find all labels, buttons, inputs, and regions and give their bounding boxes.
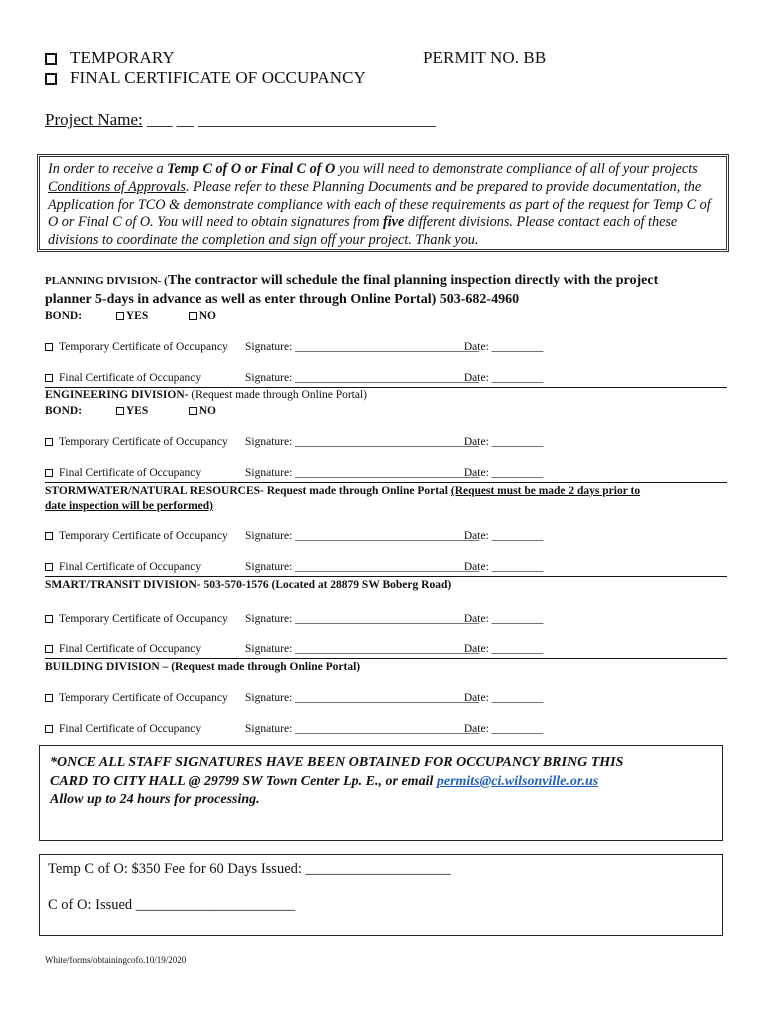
engineering-fco-checkbox[interactable] — [45, 469, 53, 477]
final-co-label: FINAL CERTIFICATE OF OCCUPANCY — [70, 68, 366, 87]
date-line[interactable]: Date: _________ — [463, 467, 544, 479]
fco-label: Final Certificate of Occupancy — [59, 723, 202, 735]
date-line[interactable]: Date: _________ — [463, 372, 544, 384]
smart-fco-row[interactable] — [45, 643, 543, 655]
planning-title-line2: planner 5-days in advance as well as enter through Online Portal) 503-682-4960 — [45, 292, 520, 307]
stormwater-note-line2-text: date inspection will be performed) — [45, 500, 214, 512]
temporary-checkbox[interactable] — [45, 53, 57, 65]
fco-label: Final Certificate of Occupancy — [59, 643, 202, 655]
intro-text: different divisions. Please contact each of these divisions to coordinate the completion and sign off your project. Thank you. — [48, 214, 678, 249]
bond-label: BOND: — [45, 405, 83, 417]
intro-bold: five — [383, 214, 405, 231]
intro-text: In order to receive a — [48, 161, 168, 177]
footer-form-id: White/forms/obtainingcofo.10/19/2020 — [45, 955, 187, 965]
intro-box — [37, 154, 729, 252]
engineering-fco-row[interactable] — [45, 467, 543, 479]
fee-box — [39, 854, 723, 936]
bond-yes-checkbox[interactable] — [116, 407, 124, 415]
co-issued[interactable]: C of O: Issued ______________________ — [48, 897, 296, 913]
intro-bold: Temp C of O or Final C of O — [167, 161, 336, 177]
planning-tco-row[interactable] — [45, 341, 543, 353]
smart-division-title: SMART/TRANSIT DIVISION- 503-570-1576 (Located at 28879 SW Boberg Road) — [45, 579, 452, 591]
planning-fco-row[interactable] — [45, 372, 543, 384]
date-line[interactable]: Date: _________ — [463, 692, 544, 704]
intro-text: . Please refer to these Planning Documents and be prepared to provide documentation, the Application for TCO & demonstrate compliance with each of these requirements as part of the request for Temp C of O or Final C of O. You will need to obtain signatures from — [48, 178, 711, 231]
bond-no-label: NO — [198, 405, 216, 417]
smart-tco-checkbox[interactable] — [45, 615, 53, 623]
planning-division-title — [45, 273, 658, 289]
project-name-label: Project Name: — [45, 110, 143, 129]
signature-line[interactable]: Signature: ________________________________ — [245, 530, 480, 542]
building-fco-row[interactable] — [45, 723, 543, 735]
engineering-tco-row[interactable] — [45, 436, 543, 448]
stormwater-note: (Request must be made 2 days prior to — [450, 485, 641, 497]
planning-title-large: The contractor will schedule the final planning inspection directly with the project — [167, 273, 659, 288]
tco-label: Temporary Certificate of Occupancy — [59, 692, 228, 704]
signature-line[interactable]: Signature: ________________________________ — [245, 341, 480, 353]
fco-label: Final Certificate of Occupancy — [59, 467, 202, 479]
stormwater-title: STORMWATER/NATURAL RESOURCES- Request made through Online Portal — [45, 485, 451, 497]
building-tco-checkbox[interactable] — [45, 694, 53, 702]
building-tco-row[interactable] — [45, 692, 543, 704]
planning-tco-checkbox[interactable] — [45, 343, 53, 351]
engineering-title: ENGINEERING DIVISION- — [45, 389, 189, 401]
tco-label: Temporary Certificate of Occupancy — [59, 613, 228, 625]
bond-no-label: NO — [198, 310, 216, 322]
planning-fco-checkbox[interactable] — [45, 374, 53, 382]
smart-tco-row[interactable] — [45, 613, 543, 625]
section-divider — [45, 576, 727, 577]
date-line[interactable]: Date: _________ — [463, 530, 544, 542]
signature-line[interactable]: Signature: ________________________________ — [245, 561, 480, 573]
stormwater-division-title — [45, 485, 640, 497]
bond-no-checkbox[interactable] — [189, 312, 197, 320]
final-co-option[interactable] — [45, 68, 366, 88]
notice-line2 — [50, 773, 712, 792]
tco-label: Temporary Certificate of Occupancy — [59, 530, 228, 542]
stormwater-note-line2 — [45, 500, 213, 512]
section-divider — [45, 387, 727, 388]
notice-line1: *ONCE ALL STAFF SIGNATURES HAVE BEEN OBTAINED FOR OCCUPANCY BRING THIS — [50, 755, 624, 770]
date-line[interactable]: Date: _________ — [463, 613, 544, 625]
notice-line3: Allow up to 24 hours for processing. — [50, 792, 260, 807]
date-line[interactable]: Date: _________ — [463, 341, 544, 353]
engineering-note: (Request made through Online Portal) — [188, 389, 367, 401]
bond-no-option[interactable] — [189, 310, 216, 322]
bond-no-option[interactable] — [189, 405, 216, 417]
section-divider — [45, 482, 727, 483]
section-divider — [45, 658, 727, 659]
notice-box — [39, 745, 723, 841]
bond-label: BOND: — [45, 310, 83, 322]
engineering-division-title — [45, 389, 367, 401]
date-line[interactable]: Date: _________ — [463, 643, 544, 655]
temporary-option[interactable] — [45, 48, 175, 68]
stormwater-fco-checkbox[interactable] — [45, 563, 53, 571]
permit-number: PERMIT NO. BB — [423, 48, 547, 67]
building-division-title: BUILDING DIVISION – (Request made through Online Portal) — [45, 661, 361, 673]
project-name-field[interactable] — [45, 110, 436, 130]
engineering-bond-row — [45, 405, 216, 417]
notice-line2-text: CARD TO CITY HALL @ 29799 SW Town Center Lp. E., or email — [50, 773, 437, 789]
tco-label: Temporary Certificate of Occupancy — [59, 436, 228, 448]
fco-label: Final Certificate of Occupancy — [59, 561, 202, 573]
date-line[interactable]: Date: _________ — [463, 436, 544, 448]
signature-line[interactable]: Signature: ________________________________ — [245, 613, 480, 625]
temporary-label: TEMPORARY — [70, 48, 175, 67]
bond-yes-label: YES — [125, 405, 149, 417]
planning-title-small: PLANNING DIVISION- ( — [45, 275, 168, 287]
intro-text: you will need to demonstrate compliance of all of your projects — [335, 161, 698, 177]
fco-label: Final Certificate of Occupancy — [59, 372, 202, 384]
bond-yes-label: YES — [125, 310, 149, 322]
building-fco-checkbox[interactable] — [45, 725, 53, 733]
stormwater-tco-checkbox[interactable] — [45, 532, 53, 540]
signature-line[interactable]: Signature: ________________________________ — [245, 723, 480, 735]
smart-fco-checkbox[interactable] — [45, 645, 53, 653]
final-co-checkbox[interactable] — [45, 73, 57, 85]
date-line[interactable]: Date: _________ — [463, 561, 544, 573]
signature-line[interactable]: Signature: ________________________________ — [245, 436, 480, 448]
bond-yes-option[interactable] — [116, 310, 186, 322]
planning-bond-row — [45, 310, 216, 322]
email-link[interactable]: permits@ci.wilsonville.or.us — [436, 773, 599, 789]
signature-line[interactable]: Signature: ________________________________ — [245, 467, 480, 479]
date-line[interactable]: Date: _________ — [463, 723, 544, 735]
engineering-tco-checkbox[interactable] — [45, 438, 53, 446]
stormwater-fco-row[interactable] — [45, 561, 543, 573]
stormwater-tco-row[interactable] — [45, 530, 543, 542]
intro-underline: Conditions of Approvals — [48, 178, 186, 195]
signature-line[interactable]: Signature: ________________________________ — [245, 692, 480, 704]
signature-line[interactable]: Signature: ________________________________ — [245, 372, 480, 384]
bond-no-checkbox[interactable] — [189, 407, 197, 415]
bond-yes-checkbox[interactable] — [116, 312, 124, 320]
signature-line[interactable]: Signature: ________________________________ — [245, 643, 480, 655]
bond-yes-option[interactable] — [116, 405, 186, 417]
temp-co-fee[interactable]: Temp C of O: $350 Fee for 60 Days Issued: ____________________ — [48, 861, 451, 877]
project-name-blank: ___ __ ____________________________ — [146, 110, 436, 129]
tco-label: Temporary Certificate of Occupancy — [59, 341, 228, 353]
